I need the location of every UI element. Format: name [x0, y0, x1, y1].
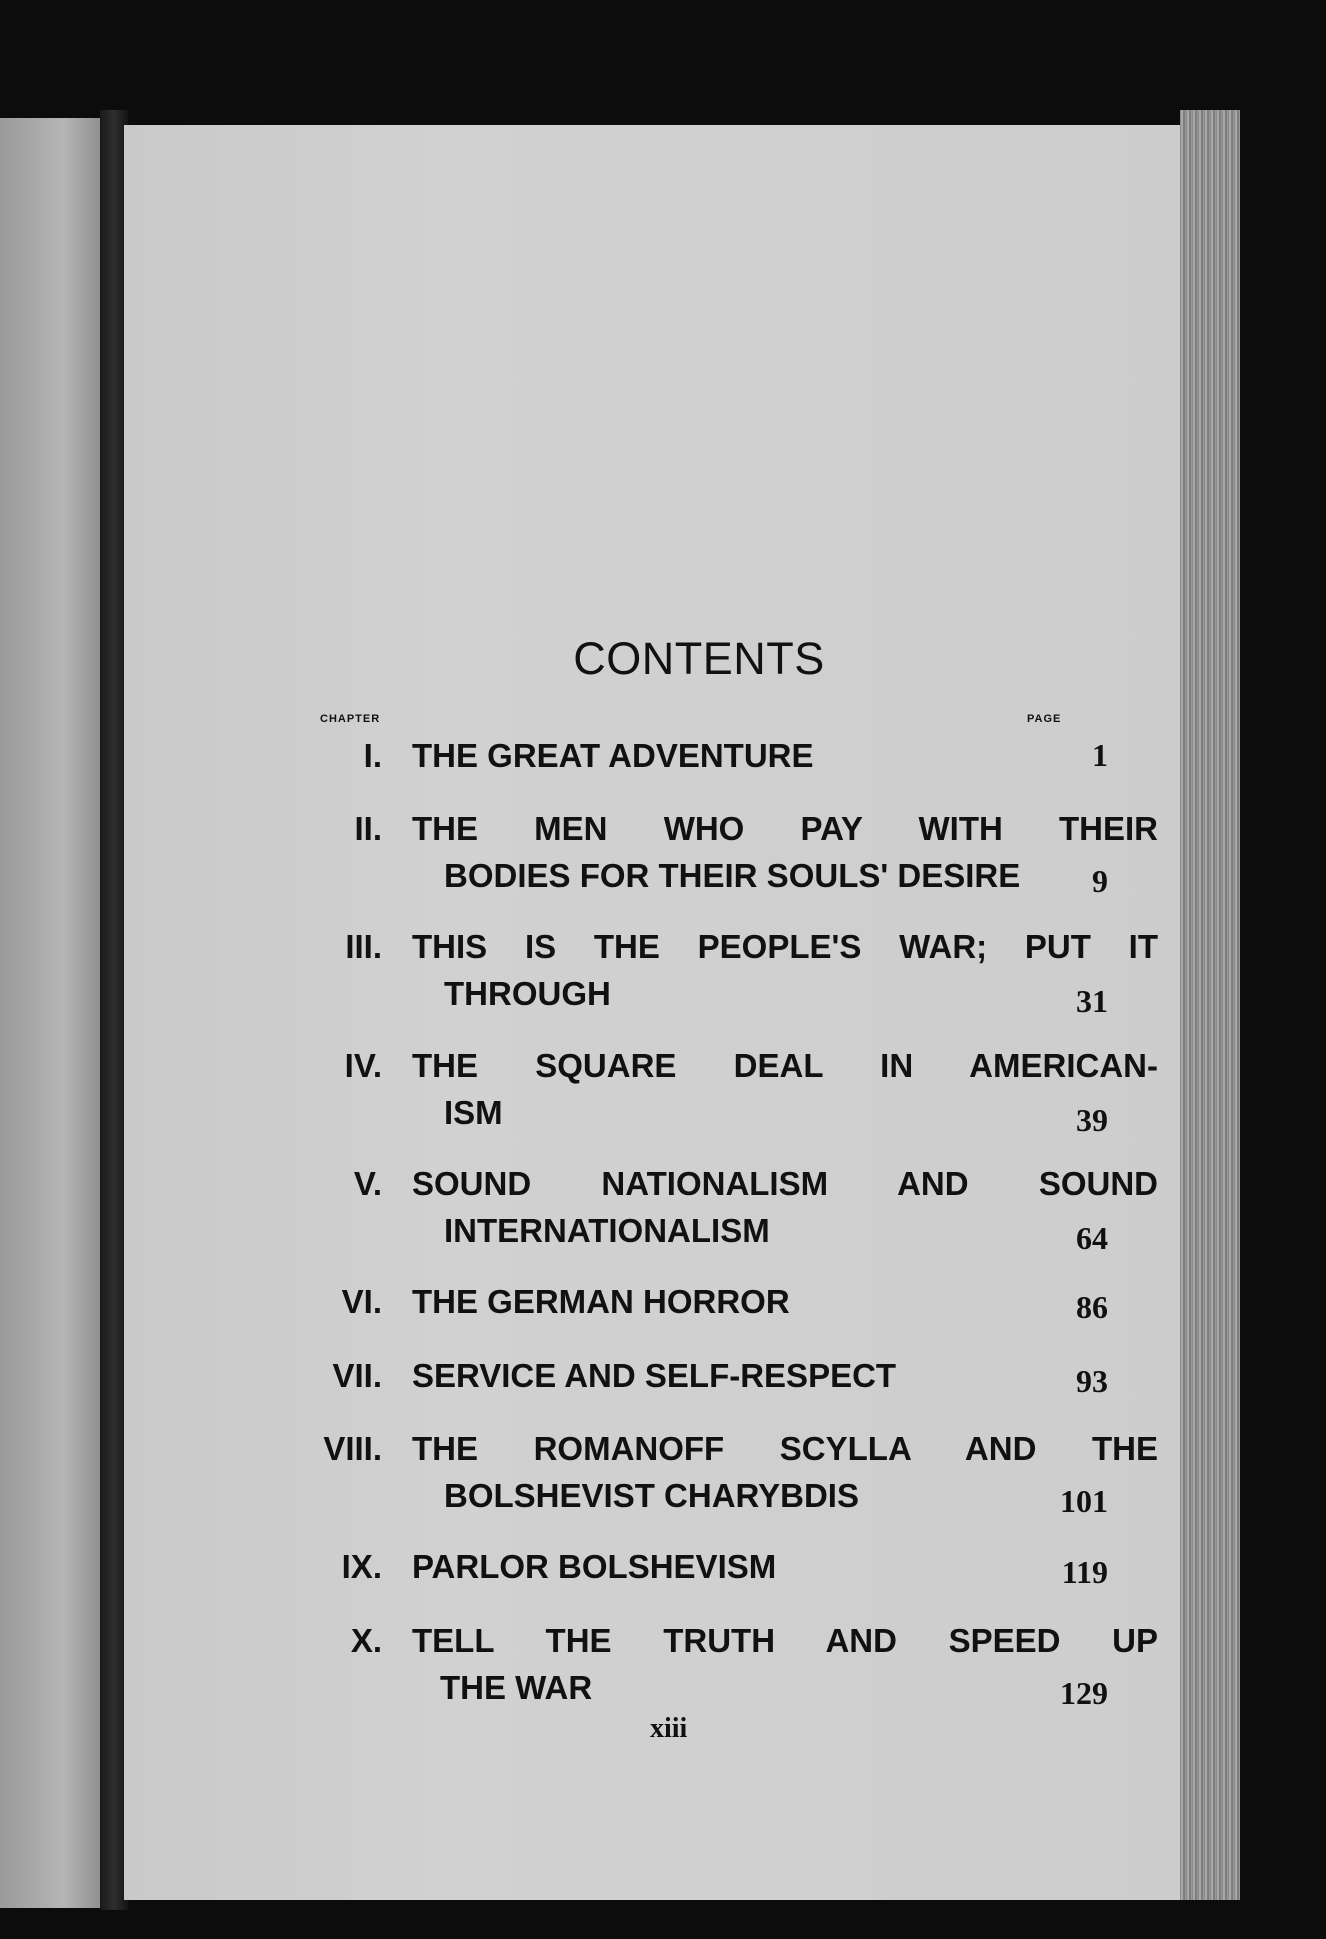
- book-page: [124, 125, 1186, 1900]
- facing-page-edge: [0, 118, 106, 1908]
- chapter-title: THE GERMAN HORROR: [412, 1283, 790, 1320]
- chapter-title: PARLOR BOLSHEVISM: [412, 1548, 777, 1585]
- page-number: 101: [1060, 1483, 1108, 1519]
- chapter-title: SOUND NATIONALISM AND SOUND: [412, 1165, 1158, 1202]
- chapter-number: VII.: [332, 1357, 382, 1394]
- page-number: 119: [1061, 1554, 1108, 1590]
- page-number: 39: [1076, 1102, 1108, 1138]
- chapter-column-header: CHAPTER: [320, 713, 381, 725]
- chapter-title: THE SQUARE DEAL IN AMERICAN-: [412, 1047, 1158, 1084]
- page-column-header: PAGE: [1027, 713, 1062, 725]
- chapter-title: THE MEN WHO PAY WITH THEIR: [412, 810, 1158, 847]
- page-number: 129: [1060, 1675, 1108, 1711]
- chapter-title: TELL THE TRUTH AND SPEED UP: [412, 1622, 1158, 1659]
- chapter-number: II.: [354, 810, 382, 847]
- chapter-title: THIS IS THE PEOPLE'S WAR; PUT IT: [412, 928, 1158, 965]
- page-number: 1: [1092, 737, 1108, 773]
- chapter-title-continued: BOLSHEVIST CHARYBDIS: [444, 1477, 859, 1514]
- page-number: 93: [1076, 1363, 1108, 1399]
- chapter-title-continued: INTERNATIONALISM: [444, 1212, 770, 1249]
- page-edges: [1180, 110, 1240, 1900]
- chapter-title-continued: ISM: [444, 1094, 503, 1131]
- page-title: CONTENTS: [573, 633, 825, 684]
- page-number: 9: [1092, 863, 1108, 899]
- page-number: 31: [1076, 983, 1108, 1019]
- chapter-number: III.: [345, 928, 382, 965]
- chapter-number: IX.: [341, 1548, 382, 1585]
- chapter-number: IV.: [344, 1047, 382, 1084]
- chapter-title: THE GREAT ADVENTURE: [412, 737, 814, 774]
- chapter-title: SERVICE AND SELF-RESPECT: [412, 1357, 897, 1394]
- chapter-title-continued: BODIES FOR THEIR SOULS' DESIRE: [444, 857, 1021, 894]
- chapter-number: X.: [350, 1622, 382, 1659]
- chapter-number: I.: [363, 737, 382, 774]
- chapter-number: VI.: [341, 1283, 382, 1320]
- page-number: 64: [1076, 1220, 1108, 1256]
- chapter-number: VIII.: [323, 1430, 382, 1467]
- chapter-title-continued: THE WAR: [440, 1669, 593, 1706]
- chapter-title: THE ROMANOFF SCYLLA AND THE: [412, 1430, 1158, 1467]
- chapter-title-continued: THROUGH: [444, 975, 611, 1012]
- page-folio: xiii: [650, 1713, 688, 1744]
- chapter-number: V.: [353, 1165, 382, 1202]
- page-number: 86: [1076, 1289, 1108, 1325]
